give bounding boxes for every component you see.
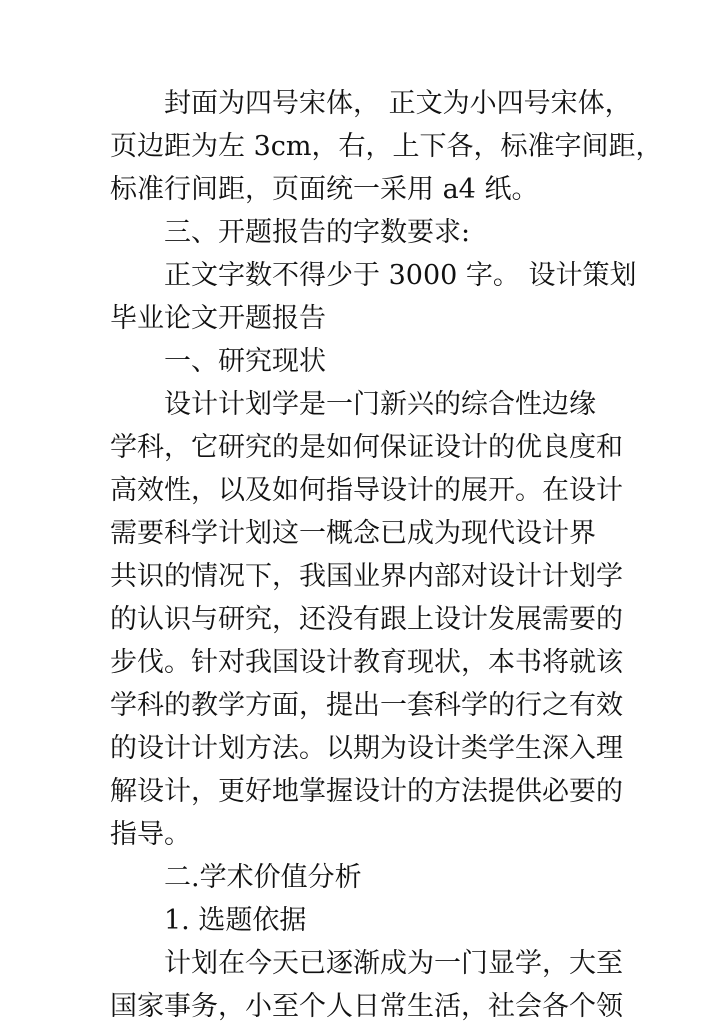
line-3: 标准行间距，页面统一采用 a4 纸。 <box>110 174 539 205</box>
line-14: 步伐。针对我国设计教育现状，本书将就该 <box>110 647 623 678</box>
line-5: 正文字数不得少于 3000 字。 设计策划 <box>164 260 637 291</box>
line-9: 学科，它研究的是如何保证设计的优良度和 <box>110 432 623 463</box>
line-15: 学科的教学方面，提出一套科学的行之有效 <box>110 690 623 721</box>
line-17: 解设计，更好地掌握设计的方法提供必要的 <box>110 776 623 807</box>
line-11: 需要科学计划这一概念已成为现代设计界 <box>110 518 596 549</box>
line-19: 二.学术价值分析 <box>164 862 362 893</box>
line-18: 指导。 <box>110 819 191 850</box>
line-1: 封面为四号宋体， 正文为小四号宋体， <box>164 88 632 119</box>
line-4: 三、开题报告的字数要求: <box>164 217 471 248</box>
line-16: 的设计计划方法。以期为设计类学生深入理 <box>110 733 623 764</box>
document-body <box>110 82 663 1028</box>
line-2: 页边距为左 3cm，右，上下各，标准字间距， <box>110 131 663 162</box>
line-10: 高效性，以及如何指导设计的展开。在设计 <box>110 475 623 506</box>
line-20: 1. 选题依据 <box>164 905 307 936</box>
line-7: 一、研究现状 <box>164 346 326 377</box>
line-21: 计划在今天已逐渐成为一门显学，大至 <box>164 948 623 979</box>
line-8: 设计计划学是一门新兴的综合性边缘 <box>164 389 596 420</box>
line-12: 共识的情况下，我国业界内部对设计计划学 <box>110 561 623 592</box>
line-6: 毕业论文开题报告 <box>110 303 326 334</box>
line-13: 的认识与研究，还没有跟上设计发展需要的 <box>110 604 623 635</box>
line-22: 国家事务，小至个人日常生活，社会各个领 <box>110 991 623 1022</box>
